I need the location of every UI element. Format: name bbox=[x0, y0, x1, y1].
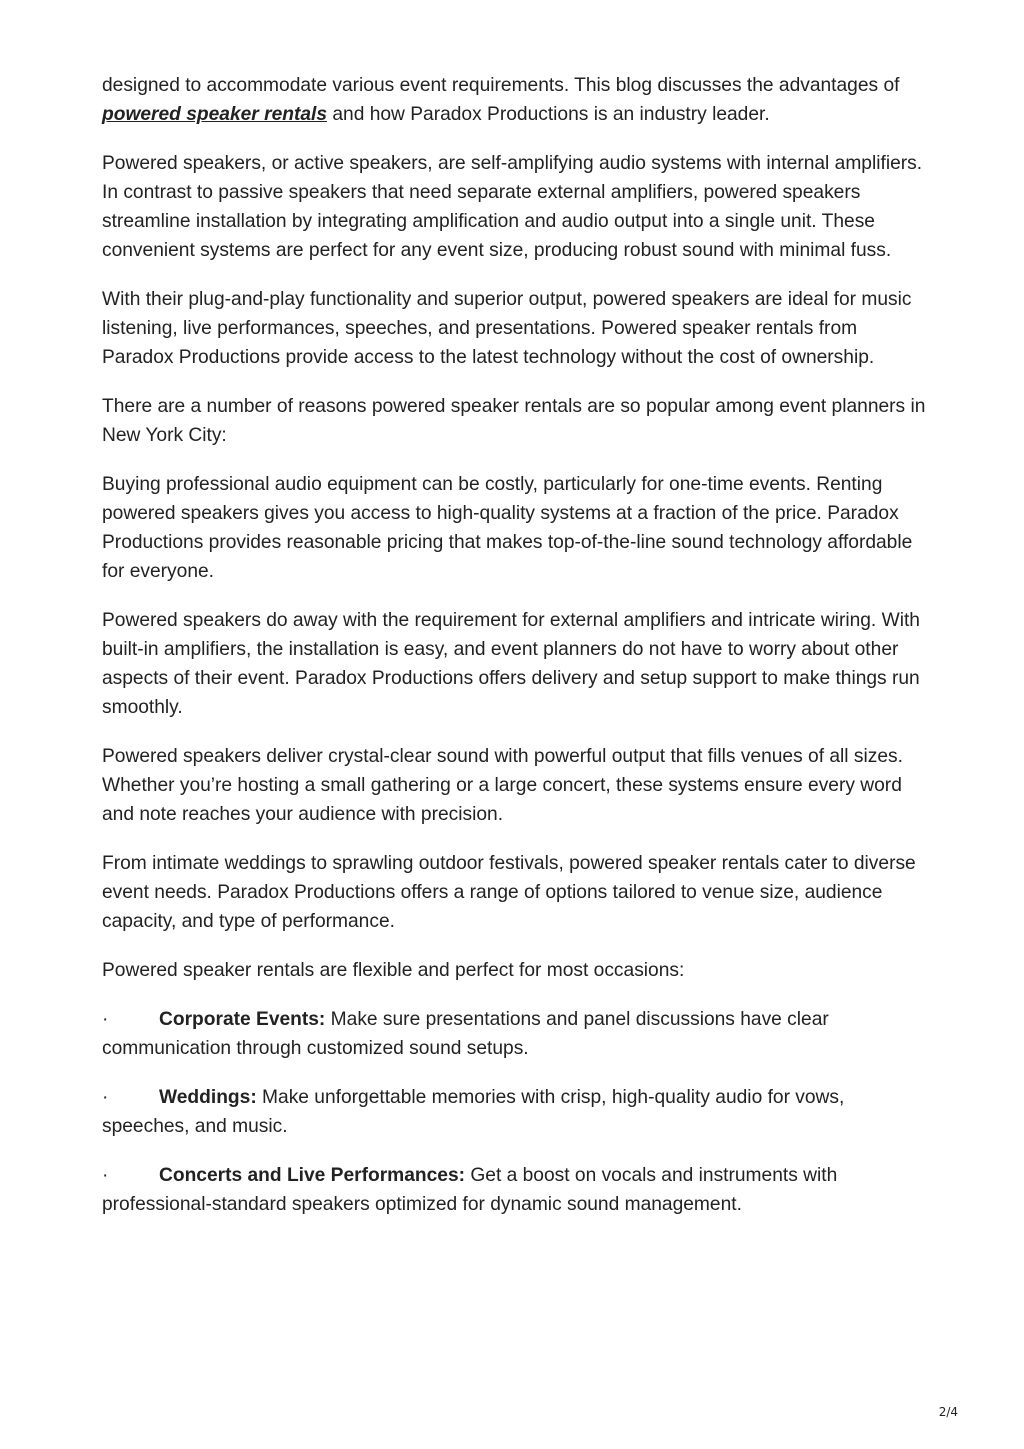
paragraph-cost: Buying professional audio equipment can be costly, particularly for one-time events. Renting powered speakers gives you access to high-quality systems at a fraction of the price. Paradox Productions provides reasonable pricing that makes top-of-the-line sound technology affordable for everyone. bbox=[102, 474, 913, 582]
paragraph-what-are-powered-speakers: Powered speakers, or active speakers, are self-amplifying audio systems with internal amplifiers. In contrast to passive speakers that need separate external amplifiers, powered speakers streamline installation by integrating amplification and audio output into a single unit. These convenient systems are perfect for any event size, producing robust sound with minimal fuss. bbox=[102, 153, 923, 261]
bullet-mark: · bbox=[102, 1087, 109, 1108]
paragraph-reasons-intro: There are a number of reasons powered speaker rentals are so popular among event planners in New York City: bbox=[102, 396, 926, 446]
bullet-mark: · bbox=[102, 1165, 109, 1186]
paragraph-plug-and-play: With their plug-and-play functionality and superior output, powered speakers are ideal for music listening, live performances, speeches, and presentations. Powered speaker rentals from Paradox Productions provide access to the latest technology without the cost of ownership. bbox=[102, 289, 912, 368]
paragraph-sound-quality: Powered speakers deliver crystal-clear sound with powerful output that fills venues of all sizes. Whether you’re hosting a small gathering or a large concert, these systems ensure every word and note reaches your audience with precision. bbox=[102, 746, 903, 825]
intro-text-before: designed to accommodate various event requirements. This blog discusses the advantages of bbox=[102, 75, 900, 96]
list-item bbox=[102, 1005, 932, 1063]
list-item bbox=[102, 1161, 932, 1219]
bullet-text: Make sure presentations and panel discussions have clear communication through customized sound setups. bbox=[102, 1009, 829, 1059]
page-number: 2/4 bbox=[938, 1405, 958, 1419]
list-item bbox=[102, 1083, 932, 1141]
bullet-term: Weddings: bbox=[159, 1087, 257, 1108]
intro-paragraph bbox=[102, 71, 932, 129]
paragraph-setup: Powered speakers do away with the requirement for external amplifiers and intricate wiring. With built-in amplifiers, the installation is easy, and event planners do not have to worry about other aspects of their event. Paradox Productions offers delivery and setup support to make things run smoothly. bbox=[102, 610, 920, 718]
bullet-term: Corporate Events: bbox=[159, 1009, 326, 1030]
bullet-term: Concerts and Live Performances: bbox=[159, 1165, 466, 1186]
intro-text-after: and how Paradox Productions is an industry leader. bbox=[327, 104, 770, 125]
paragraph-versatility: From intimate weddings to sprawling outdoor festivals, powered speaker rentals cater to diverse event needs. Paradox Productions offers a range of options tailored to venue size, audience capacity, and type of performance. bbox=[102, 853, 916, 932]
document-body bbox=[102, 71, 932, 1239]
bullet-mark: · bbox=[102, 1009, 109, 1030]
bullet-text: Make unforgettable memories with crisp, high-quality audio for vows, speeches, and music. bbox=[102, 1087, 845, 1137]
bullet-text: Get a boost on vocals and instruments with professional-standard speakers optimized for dynamic sound management. bbox=[102, 1165, 838, 1215]
paragraph-occasions-intro: Powered speaker rentals are flexible and perfect for most occasions: bbox=[102, 960, 685, 981]
powered-speaker-rentals-link[interactable]: powered speaker rentals bbox=[102, 104, 328, 125]
